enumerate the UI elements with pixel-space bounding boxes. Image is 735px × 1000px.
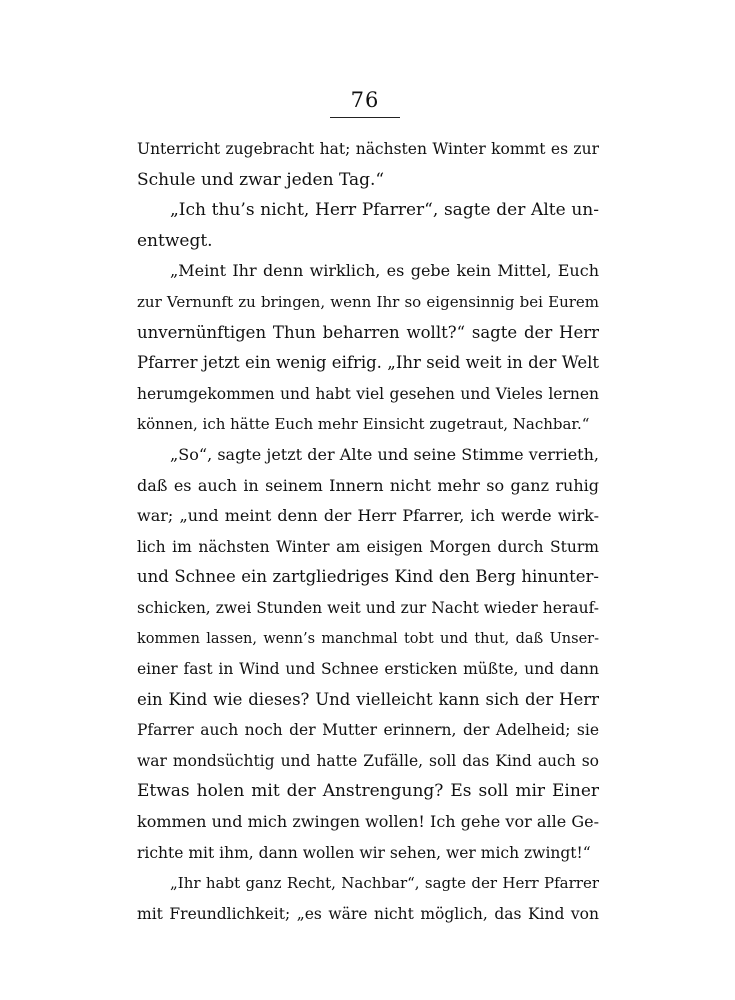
body-text (137, 134, 599, 929)
text-line: Pfarrer auch noch der Mutter erinnern, der Adelheid; sie (137, 721, 599, 740)
text-line: richte mit ihm, dann wollen wir sehen, wer mich zwingt!“ (137, 843, 591, 862)
text-line: „Meint Ihr denn wirklich, es gebe kein Mittel, Euch (170, 261, 599, 281)
header-rule (330, 117, 400, 118)
text-line: unvernünftigen Thun beharren wollt?“ sagte der Herr (137, 322, 599, 342)
text-line: kommen und mich zwingen wollen! Ich gehe vor alle Ge- (137, 812, 599, 832)
text-line: zur Vernunft zu bringen, wenn Ihr so eigensinnig bei Eurem (137, 292, 599, 311)
text-line: war mondsüchtig und hatte Zufälle, soll das Kind auch so (137, 751, 599, 770)
text-line: herumgekommen und habt viel gesehen und Vieles lernen (137, 384, 599, 403)
text-line: mit Freundlichkeit; „es wäre nicht möglich, das Kind von (137, 904, 599, 923)
text-line: Unterricht zugebracht hat; nächsten Winter kommt es zur (137, 140, 599, 158)
text-line: war; „und meint denn der Herr Pfarrer, ich werde wirk- (137, 506, 599, 526)
text-line: „So“, sagte jetzt der Alte und seine Stimme verrieth, (170, 444, 599, 464)
text-line: lich im nächsten Winter am eisigen Morgen durch Sturm (137, 537, 599, 556)
page-number: 76 (350, 88, 380, 112)
text-line: kommen lassen, wenn’s manchmal tobt und thut, daß Unser- (137, 630, 599, 647)
text-line: und Schnee ein zartgliedriges Kind den Berg hinunter- (137, 567, 599, 587)
text-line: Schule und zwar jeden Tag.“ (137, 169, 385, 190)
text-line: „Ihr habt ganz Recht, Nachbar“, sagte der Herr Pfarrer (170, 874, 599, 893)
text-line: können, ich hätte Euch mehr Einsicht zugetraut, Nachbar.“ (137, 415, 590, 434)
text-line: ein Kind wie dieses? Und vielleicht kann sich der Herr (137, 689, 599, 709)
text-line: entwegt. (137, 230, 213, 251)
text-line: Etwas holen mit der Anstrengung? Es soll mir Einer (137, 781, 599, 802)
text-line: „Ich thu’s nicht, Herr Pfarrer“, sagte der Alte un- (170, 200, 599, 221)
text-line: schicken, zwei Stunden weit und zur Nacht wieder herauf- (137, 598, 599, 617)
text-line: einer fast in Wind und Schnee ersticken müßte, und dann (137, 660, 599, 679)
text-line: Pfarrer jetzt ein wenig eifrig. „Ihr seid weit in der Welt (137, 353, 599, 373)
text-line: daß es auch in seinem Innern nicht mehr so ganz ruhig (137, 475, 599, 495)
